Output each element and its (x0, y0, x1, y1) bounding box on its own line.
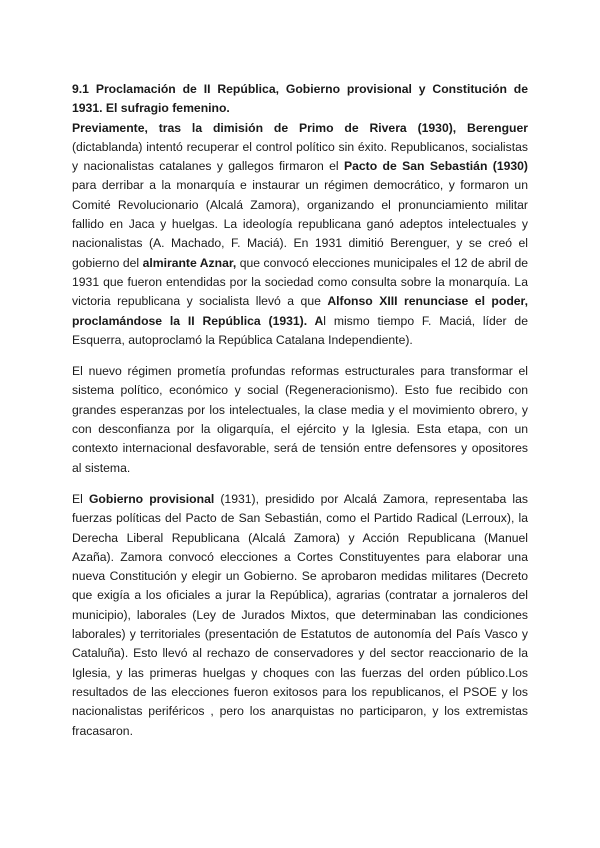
paragraph-background (72, 119, 528, 351)
text-run: (dictablanda) intentó recuperar el control político sin éxito. Republicanos, socialistas y nacionalistas catalanes y gallegos firmaron el (72, 139, 528, 174)
paragraph-provisional-government (72, 490, 528, 741)
paragraph-new-regime: El nuevo régimen prometía profundas reformas estructurales para transformar el sistema político, económico y social (Regeneracionismo). Esto fue recibido con grandes esperanzas por los intelectuales, la clase media y el movimiento obrero, y con desconfianza por la oligarquía, el ejército y la Iglesia. Esta etapa, con un contexto internacional desfavorable, será de tensión entre defensores y opositores al sistema. (72, 364, 528, 475)
document-page (72, 80, 528, 741)
text-run: El (72, 491, 89, 506)
text-run: l mismo tiempo F. Maciá, líder de Esquerra, autoproclamó la República Catalana Independiente). (72, 313, 528, 347)
text-run: que convocó elecciones municipales el 12 de abril de 1931 que fueron entendidas por la sociedad como consulta sobre la monarquía. La victoria republicana y socialista llevó a que (72, 255, 529, 309)
section-heading: 9.1 Proclamación de II República, Gobierno provisional y Constitución de 1931. El sufragio femenino. (72, 82, 528, 116)
bold-phrase-gobierno-provisional: Gobierno provisional (88, 491, 215, 506)
bold-phrase-alfonso-xiii: Alfonso XIII renunciase el poder, proclamándose la II República (1931). A (72, 294, 528, 328)
bold-phrase-almirante-aznar: almirante Aznar, (142, 255, 237, 270)
text-run: (1931), presidido por Alcalá Zamora, representaba las fuerzas políticas del Pacto de San Sebastián, como el Partido Radical (Lerroux), la Derecha Liberal Republicana (Alcalá Zamora) y Acción Republicana (Manuel Azaña). Zamora convocó elecciones a Cortes Constituyentes para elaborar una nueva Constitución y elegir un Gobierno. Se aprobaron medidas militares (Decreto que exigía a los oficiales a jurar la República), agrarias (contratar a jornaleros del municipio), laborales (Ley de Jurados Mixtos, que determinaban las condiciones laborales) y territoriales (presentación de Estatutos de autonomía del País Vasco y Cataluña). Esto llevó al rechazo de conservadores y del sector reaccionario de la Iglesia, y las primeras huelgas y choques con las fuerzas del orden público.Los resultados de las elecciones fueron exitosos para los republicanos, el PSOE y los nacionalistas periféricos , pero los anarquistas no participaron, y los extremistas fracasaron. (72, 491, 528, 738)
bold-phrase-pacto-san-sebastian: Pacto de San Sebastián (1930) (343, 159, 528, 174)
text-run: para derribar a la monarquía e instaurar un régimen democrático, y formaron un Comité Revolucionario (Alcalá Zamora), organizando el pronunciamiento militar fallido en Jaca y huelgas. La ideología republicana ganó adeptos intelectuales y nacionalistas (A. Machado, F. Maciá). En 1931 dimitió Berenguer, y se creó el gobierno del (72, 178, 528, 270)
bold-phrase-primo-de-rivera: Previamente, tras la dimisión de Primo de Rivera (1930), Berenguer (72, 120, 528, 135)
